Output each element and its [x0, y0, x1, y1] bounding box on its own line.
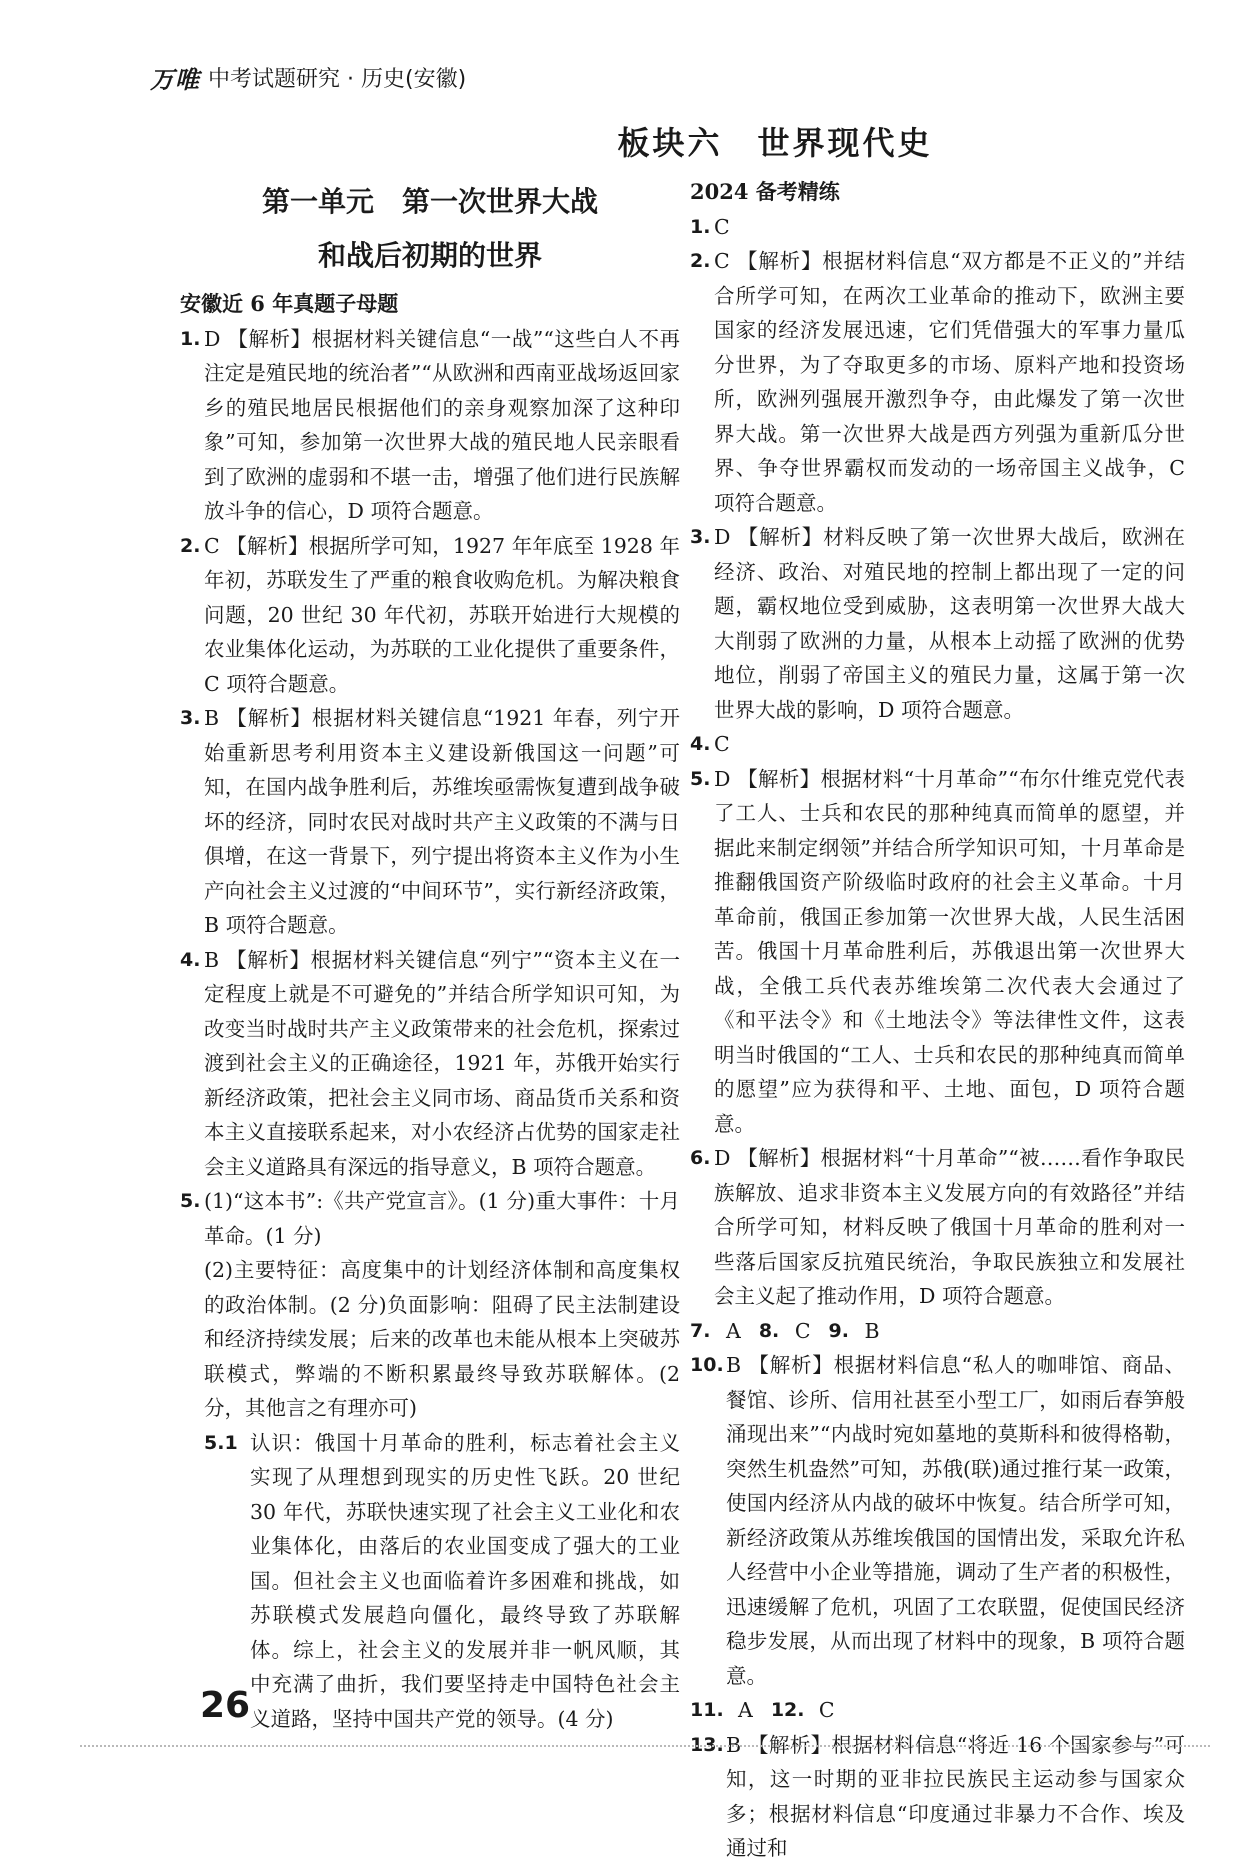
- answer-number: 3.: [690, 526, 711, 548]
- answer-item: [180, 322, 680, 529]
- answer-text: C 【解析】根据所学可知，1927 年年底至 1928 年年初，苏联发生了严重的粮食收购危机。为解决粮食问题，20 世纪 30 年代初，苏联开始进行大规模的农业集体化运动，为苏联的工业化提供了重要条件，C 项符合题意。: [204, 533, 680, 696]
- answer-number: 1.: [690, 215, 711, 238]
- answer-item: [690, 1141, 1185, 1314]
- footer-divider: [80, 1745, 1210, 1747]
- answer-text: D 【解析】根据材料“十月革命”“被……看作争取民族解放、追求非资本主义发展方向的有效路径”并结合所学可知，材料反映了俄国十月革命的胜利对一些落后国家反抗殖民统治，争取民族独立和发展社会主义起了推动作用，D 项符合题意。: [714, 1146, 1185, 1308]
- answer-number: 8.: [758, 1319, 780, 1342]
- answer-number: 5.1: [204, 1431, 238, 1454]
- answer-number: 6.: [690, 1147, 711, 1169]
- answer-number: 1.: [180, 327, 201, 350]
- answer-item: [180, 701, 680, 943]
- answer-number: 3.: [180, 707, 201, 729]
- answer-item-5-1: [180, 1426, 680, 1737]
- answer-number: 9.: [828, 1319, 849, 1342]
- answer-text: A: [726, 1318, 741, 1343]
- answer-item: [180, 943, 680, 1185]
- answer-item: [690, 210, 1185, 245]
- answer-number: 4.: [690, 733, 711, 755]
- page-header: [150, 60, 466, 95]
- answer-part-2: (2)主要特征：高度集中的计划经济体制和高度集权的政治体制。(2 分)负面影响：阻碍了民主法制建设和经济持续发展；后来的改革也未能从根本上突破苏联模式，弊端的不断积累最终导致苏联解体。(2 分，其他言之有理亦可): [204, 1258, 680, 1420]
- answer-item: [690, 1348, 1185, 1693]
- answer-number: 5.: [690, 767, 711, 790]
- answer-text: D 【解析】材料反映了第一次世界大战后，欧洲在经济、政治、对殖民地的控制上都出现了一定的问题，霸权地位受到威胁，这表明第一次世界大战大大削弱了欧洲的力量，从根本上动摇了欧洲的优势地位，削弱了帝国主义的殖民力量，这属于第一次世界大战的影响，D 项符合题意。: [714, 525, 1185, 722]
- answer-item: [180, 529, 680, 702]
- unit-title-line-2: 和战后初期的世界: [317, 239, 542, 272]
- answer-item: [180, 1184, 680, 1253]
- right-column: [690, 175, 1185, 1866]
- answer-item: [690, 1728, 1185, 1866]
- book-title: 中考试题研究 · 历史(安徽): [208, 67, 467, 92]
- answer-item: [690, 244, 1185, 520]
- answer-text: B 【解析】根据材料关键信息“列宁”“资本主义在一定程度上就是不可避免的”并结合所学知识可知，为改变当时战时共产主义政策带来的社会危机，探索过渡到社会主义的正确途径，1921 年，苏俄开始实行新经济政策，把社会主义同市场、商品货币关系和资本主义直接联系起来，对小农经济占优势的国家走社会主义道路具有深远的指导意义，B 项符合题意。: [204, 947, 680, 1179]
- right-sub-heading: 2024 备考精练: [690, 179, 840, 204]
- section-title: 板块六 世界现代史: [617, 124, 933, 162]
- answer-number: 5.: [180, 1190, 201, 1212]
- answer-text: B 【解析】根据材料关键信息“1921 年春，列宁开始重新思考利用资本主义建设新俄国这一问题”可知，在国内战争胜利后，苏维埃亟需恢复遭到战争破坏的经济，同时农民对战时共产主义政策的不满与日俱增，在这一背景下，列宁提出将资本主义作为小生产向社会主义过渡的“中间环节”，实行新经济政策，B 项符合题意。: [204, 706, 680, 937]
- answer-text: B 【解析】根据材料信息“将近 16 个国家参与”可知，这一时期的亚非拉民族民主运动参与国家众多；根据材料信息“印度通过非暴力不合作、埃及通过和: [726, 1732, 1185, 1860]
- unit-title-line-1: 第一单元 第一次世界大战: [261, 185, 598, 218]
- answer-text: C 【解析】根据材料信息“双方都是不正义的”并结合所学可知，在两次工业革命的推动下，欧洲主要国家的经济发展迅速，它们凭借强大的军事力量瓜分世界，为了夺取更多的市场、原料产地和投资场所，欧洲列强展开激烈争夺，由此爆发了第一次世界大战。第一次世界大战是西方列强为重新瓜分世界、争夺世界霸权而发动的一场帝国主义战争，C 项符合题意。: [714, 249, 1185, 515]
- left-sub-heading: 安徽近 6 年真题子母题: [180, 291, 399, 316]
- answer-item: [690, 727, 1185, 762]
- answer-number: 4.: [180, 948, 201, 971]
- answer-number: 2.: [180, 534, 201, 557]
- answer-text: 认识：俄国十月革命的胜利，标志着社会主义实现了从理想到现实的历史性飞跃。20 世纪 30 年代，苏联快速实现了社会主义工业化和农业集体化，由落后的农业国变成了强大的工业国。但社会主义也面临着许多困难和挑战，如苏联模式发展趋向僵化，最终导致了苏联解体。综上，社会主义的发展并非一帆风顺，其中充满了曲折，我们要坚持走中国特色社会主义道路，坚持中国共产党的领导。(4 分): [250, 1430, 680, 1731]
- brand-logo: 万唯: [150, 66, 200, 94]
- page-number: 26: [200, 1685, 251, 1726]
- answer-text: C: [818, 1698, 835, 1722]
- answer-row-7-9: [690, 1314, 1185, 1349]
- answer-number: 12.: [770, 1699, 805, 1721]
- answer-item: [690, 520, 1185, 727]
- answer-number: 10.: [690, 1354, 724, 1376]
- answer-text: B 【解析】根据材料信息“私人的咖啡馆、商品、餐馆、诊所、信用社甚至小型工厂，如雨后春笋般涌现出来”“内战时宛如墓地的莫斯科和彼得格勒，突然生机盎然”可知，苏俄(联)通过推行某一政策，使国内经济从内战的破坏中恢复。结合所学可知，新经济政策从苏维埃俄国的国情出发，采取允许私人经营中小企业等措施，调动了生产者的积极性，迅速缓解了危机，巩固了工农联盟，促使国民经济稳步发展，从而出现了材料中的现象，B 项符合题意。: [726, 1353, 1185, 1688]
- answer-text: C: [714, 214, 730, 239]
- answer-number: 7.: [690, 1319, 711, 1342]
- answer-number: 13.: [690, 1733, 724, 1756]
- answer-text: D 【解析】根据材料关键信息“一战”“这些白人不再注定是殖民地的统治者”“从欧洲和西南亚战场返回家乡的殖民地居民根据他们的亲身观察加深了这种印象”可知，参加第一次世界大战的殖民地人民亲眼看到了欧洲的虚弱和不堪一击，增强了他们进行民族解放斗争的信心，D 项符合题意。: [204, 326, 680, 523]
- answer-text: B: [864, 1318, 880, 1343]
- answer-text: C: [794, 1318, 811, 1343]
- left-column: [180, 175, 680, 1736]
- answer-row-11-12: [690, 1693, 1185, 1728]
- answer-item: [690, 762, 1185, 1142]
- answer-text: D 【解析】根据材料“十月革命”“布尔什维克党代表了工人、士兵和农民的那种纯真而简单的愿望，并据此来制定纲领”并结合所学知识可知，十月革命是推翻俄国资产阶级临时政府的社会主义革命。十月革命前，俄国正参加第一次世界大战，人民生活困苦。俄国十月革命胜利后，苏俄退出第一次世界大战，全俄工兵代表苏维埃第二次代表大会通过了《和平法令》和《土地法令》等法律性文件，这表明当时俄国的“工人、士兵和农民的那种纯真而简单的愿望”应为获得和平、土地、面包，D 项符合题意。: [714, 766, 1185, 1136]
- answer-text: C: [714, 732, 730, 756]
- answer-text: A: [738, 1698, 753, 1722]
- answer-number: 11.: [690, 1699, 724, 1721]
- answer-number: 2.: [690, 250, 711, 272]
- answer-text: (1)“这本书”:《共产党宣言》。(1 分)重大事件：十月革命。(1 分): [204, 1189, 680, 1248]
